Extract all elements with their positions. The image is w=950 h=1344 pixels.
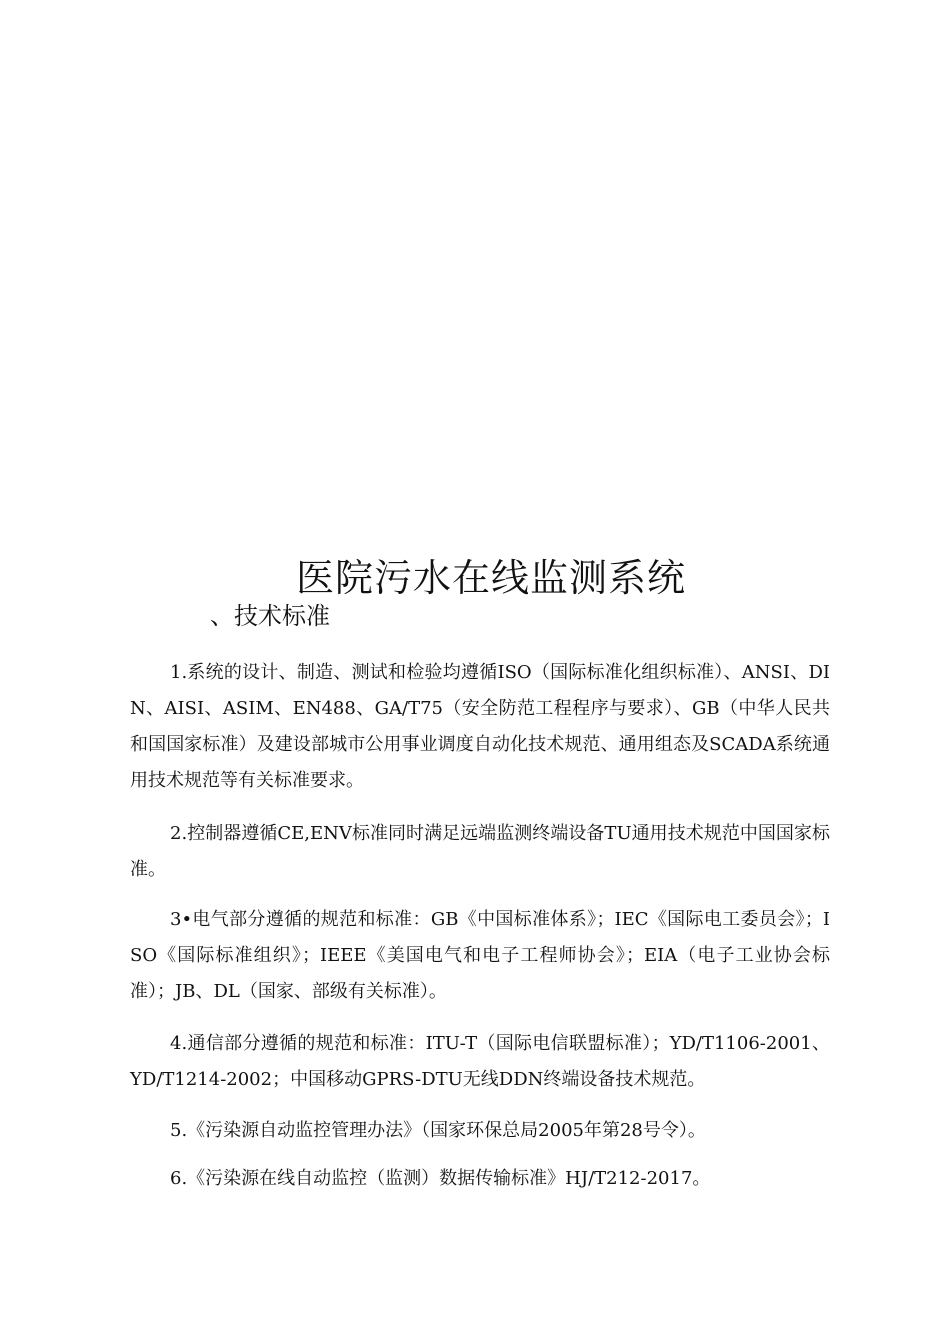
paragraph-3: 3•电气部分遵循的规范和标准：GB《中国标准体系》；IEC《国际电工委员会》；ISO《国际标准组织》；IEEE《美国电气和电子工程师协会》；EIA（电子工业协会标准）；JB、DL（国家、部级有关标准）。	[130, 909, 830, 1002]
paragraph-1: 1.系统的设计、制造、测试和检验均遵循ISO（国际标准化组织标准）、ANSI、DIN、AISI、ASIM、EN488、GA/T75（安全防范工程程序与要求）、GB（中华人民共和国国家标准）及建设部城市公用事业调度自动化技术规范、通用组态及SCADA系统通用技术规范等有关标准要求。	[130, 662, 830, 791]
section-heading: 、技术标准	[210, 602, 330, 630]
paragraph-5: 5.《污染源自动监控管理办法》（国家环保总局2005年第28号令）。	[170, 1120, 706, 1141]
paragraph-4: 4.通信部分遵循的规范和标准：ITU-T（国际电信联盟标准）；YD/T1106-2001、YD/T1214-2002；中国移动GPRS-DTU无线DDN终端设备技术规范。	[130, 1033, 830, 1090]
paragraph-2: 2.控制器遵循CE,ENV标准同时满足远端监测终端设备TU通用技术规范中国国家标准。	[130, 823, 830, 880]
document-title: 医院污水在线监测系统	[296, 556, 687, 600]
paragraph-6: 6.《污染源在线自动监控（监测）数据传输标准》HJ/T212-2017。	[170, 1168, 711, 1189]
